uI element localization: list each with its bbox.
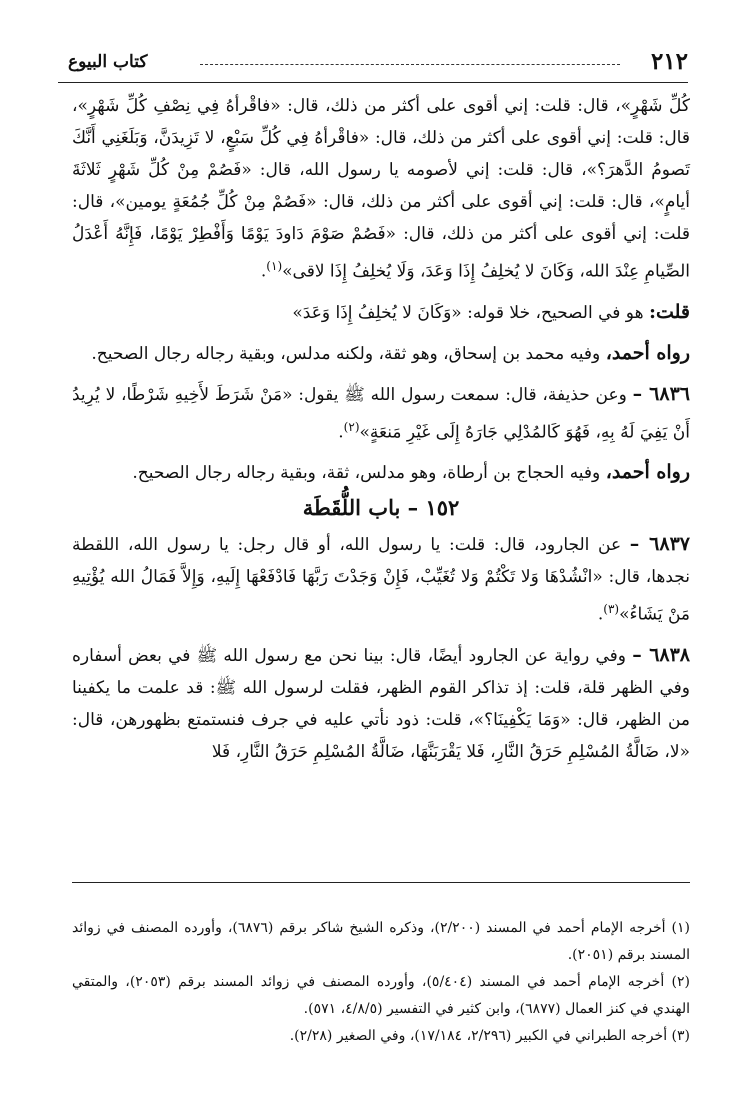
hadith-number: ٦٨٣٨ – — [632, 643, 691, 666]
hadith-text: عن الجارود، قال: قلت: يا رسول الله، أو قال رجل: يا رسول الله، اللقطة نجدها، قال: «انْشُدْهَا وَلا تَكْتُمْ وَلا تُغَيِّبْ، فَإِنْ وَجَدْتَ رَبَّهَا فَادْفَعْهَا إِلَيهِ، وَإِلاَّ فَمَالُ الله يُؤْتِيهِ مَنْ يَشَاءُ» — [72, 535, 690, 625]
hadith-number: ٦٨٣٦ – — [632, 382, 690, 405]
hadith-6837: ٦٨٣٧ – عن الجارود، قال: قلت: يا رسول الله، أو قال رجل: يا رسول الله، اللقطة نجدها، قال: «انْشُدْهَا وَلا تَكْتُمْ وَلا تُغَيِّبْ، فَإِنْ وَجَدْتَ رَبَّهَا فَادْفَعْهَا إِلَيهِ، وَإِلاَّ فَمَالُ الله يُؤْتِيهِ مَنْ يَشَاءُ»$^{(٣)}$. — [72, 533, 690, 625]
commentary-text: هو في الصحيح، خلا قوله: «وَكَانَ لا يُخلِفُ إِذَا وَعَدَ» — [292, 302, 644, 323]
narration-text: وفيه الحجاج بن أرطاة، وهو مدلس، ثقة، وبقية رجاله رجال الصحيح. — [132, 463, 601, 484]
footnotes — [72, 915, 690, 1050]
chapter-heading: ١٥٢ – باب اللُّقَطَة — [302, 495, 460, 521]
footnote-ref-2: (٢) — [343, 419, 360, 434]
footnote-ref-3: (٣) — [603, 602, 620, 617]
narration-paragraph-2 — [72, 456, 690, 489]
page-number: ٢١٢ — [650, 48, 688, 75]
paragraph-text: كُلِّ شَهْرٍ»، قال: قلت: إني أقوى على أكثر من ذلك، قال: «فاقْرأهُ فِي نِصْفِ كُلِّ شَهْرٍ»، قال: قلت: إني أقوى على أكثر من ذلك، قال: «فاقْرأهُ فِي كُلِّ سَبْعٍ، لا تَزِيدَنَّ، وَبَلَغَنِي أَنَّكَ تَصومُ الدَّهرَ؟»، قال: قلت: إني لأصومه يا رسول الله، قال: «فَصُمْ مِنْ كُلِّ شَهْرٍ ثَلاثَةَ أيامٍ»، قال: قلت: إني أقوى على أكثر من ذلك، قال: «فَصُمْ مِنْ كُلِّ جُمُعَةٍ يومين»، قال: قلت: إني أقوى على أكثر من ذلك، قال: «فَصُمْ صَوْمَ دَاودَ يَوْمًا وَأَفْطِرْ يَوْمًا، فَإِنَّهُ أَعْدَلُ الصِّيامِ عِنْدَ الله، وَكَانَ لا يُخلِفُ إِذَا وَعَدَ، وَلَا يُخلِفُ إِذَا لاقى» — [72, 96, 690, 282]
hadith-text: وفي رواية عن الجارود أيضًا، قال: بينا نحن مع رسول الله ﷺ في بعض أسفاره وفي الظهر قلة، قلت: إذ تذاكر القوم الظهر، فقلت لرسول الله ﷺ: قد علمت ما يكفينا من الظهر، قال: «وَمَا يَكْفِينَا؟»، قلت: ذود نأتي عليه في جرف فنستمتع بظهورهن، قال: «لا، ضَالَّةُ المُسْلِمِ حَرَقُ النَّارِ، فَلا يَقْرَبَنَّهَا، ضَالَّةُ المُسْلِمِ حَرَقُ النَّارِ، فَلا — [72, 645, 690, 762]
footnote-2: (٢) أخرجه الإمام أحمد في المسند (٥/٤٠٤)، وأورده المصنف في زوائد المسند برقم (٢٠٥٣)، والمتقي الهندي في كنز العمال (٦٨٧٧)، وابن كثير في التفسير (٤/٨/٥، ٥٧١). — [72, 974, 690, 1017]
narration-lead: رواه أحمد، — [605, 341, 690, 364]
main-text — [72, 90, 690, 768]
narration-paragraph — [72, 337, 690, 370]
hadith-text: وعن حذيفة، قال: سمعت رسول الله ﷺ يقول: «مَنْ شَرَطَ لأَخِيهِ شَرْطًا، لا يُرِيدُ أَنْ يَفِيَ لَهُ بِهِ، فَهُوَ كَالمُدْلِي جَارَهُ إِلَى غَيْرِ مَنعَةٍ» — [72, 384, 690, 443]
narration-lead: رواه أحمد، — [605, 461, 690, 484]
running-header — [58, 46, 688, 83]
hadith-6836: ٦٨٣٦ – وعن حذيفة، قال: سمعت رسول الله ﷺ يقول: «مَنْ شَرَطَ لأَخِيهِ شَرْطًا، لا يُرِيدُ أَنْ يَفِيَ لَهُ بِهِ، فَهُوَ كَالمُدْلِي جَارَهُ إِلَى غَيْرِ مَنعَةٍ»$^{(٢)}$. — [72, 382, 690, 443]
footnote-1: (١) أخرجه الإمام أحمد في المسند (٢/٢٠٠)، وذكره الشيخ شاكر برقم (٦٨٧٦)، وأورده المصنف في زوائد المسند برقم (٢٠٥١). — [72, 920, 690, 963]
footnote-ref-1: (١) — [266, 259, 283, 273]
paragraph-continued: كُلِّ شَهْرٍ»، قال: قلت: إني أقوى على أكثر من ذلك، قال: «فاقْرأهُ فِي نِصْفِ كُلِّ شَهْرٍ»، قال: قلت: إني أقوى على أكثر من ذلك، قال: «فاقْرأهُ فِي كُلِّ سَبْعٍ، لا تَزِيدَنَّ، وَبَلَغَنِي أَنَّكَ تَصومُ الدَّهرَ؟»، قال: قلت: إني لأصومه يا رسول الله، قال: «فَصُمْ مِنْ كُلِّ شَهْرٍ ثَلاثَةَ أيامٍ»، قال: قلت: إني أقوى على أكثر من ذلك، قال: «فَصُمْ مِنْ كُلِّ جُمُعَةٍ يومين»، قال: قلت: إني أقوى على أكثر من ذلك، قال: «فَصُمْ صَوْمَ دَاودَ يَوْمًا وَأَفْطِرْ يَوْمًا، فَإِنَّهُ أَعْدَلُ الصِّيامِ عِنْدَ الله، وَكَانَ لا يُخلِفُ إِذَا وَعَدَ، وَلَا يُخلِفُ إِذَا لاقى»$^{(١)}$. — [72, 96, 690, 282]
hadith-6838 — [72, 639, 690, 768]
book-title: كتاب البيوع — [68, 52, 148, 72]
header-dashed-rule — [200, 64, 620, 65]
commentary-paragraph — [72, 296, 690, 329]
hadith-number: ٦٨٣٧ – — [629, 533, 690, 556]
narration-text: وفيه محمد بن إسحاق، وهو ثقة، ولكنه مدلس، وبقية رجاله رجال الصحيح. — [91, 343, 601, 364]
commentary-lead: قلت: — [648, 300, 690, 323]
footnote-divider — [72, 882, 690, 883]
footnote-3: (٣) أخرجه الطبراني في الكبير (٢/٢٩٦، ١٧/١٨٤)، وفي الصغير (٢/٢٨). — [289, 1028, 690, 1044]
